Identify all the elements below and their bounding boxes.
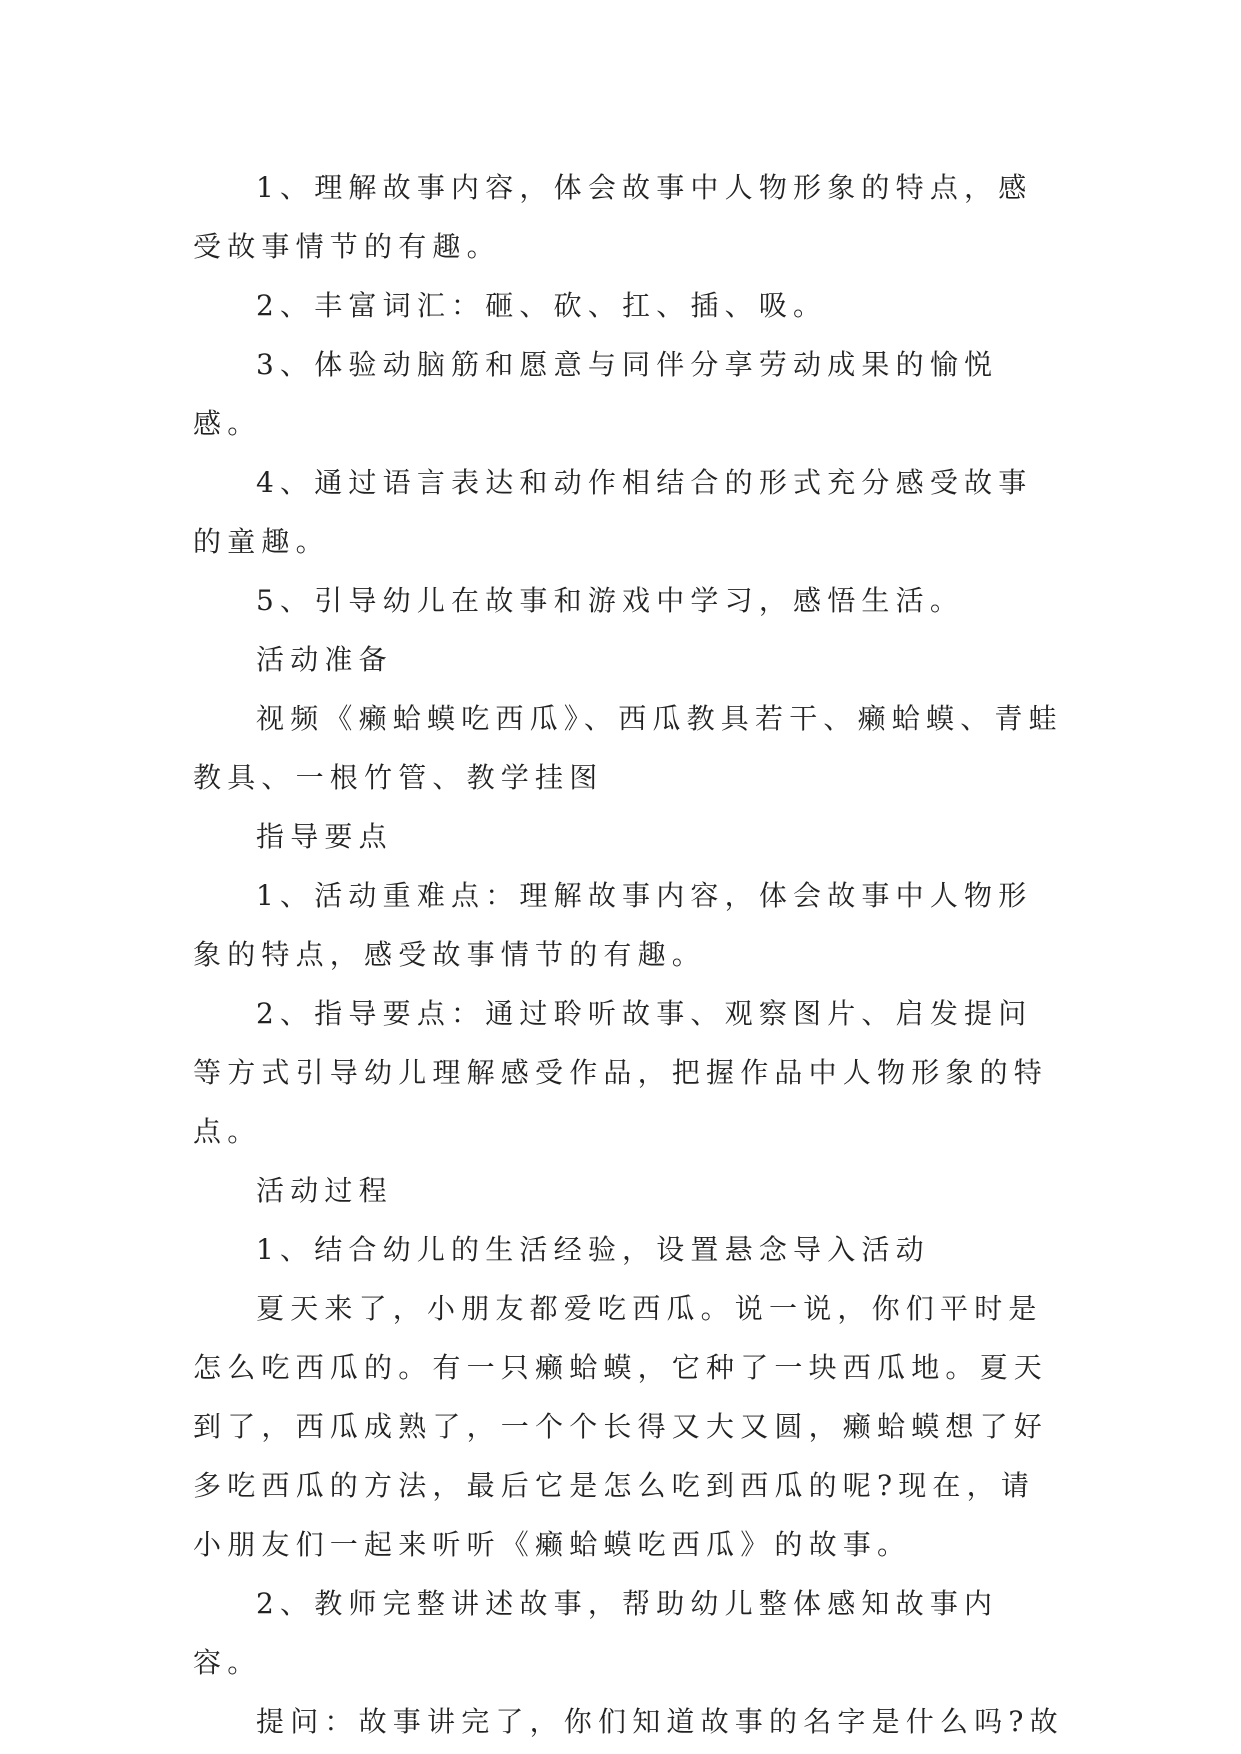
objective-3-paragraph: 3、体验动脑筋和愿意与同伴分享劳动成果的愉悦感。 xyxy=(193,348,999,440)
objective-5-paragraph: 5、引导幼儿在故事和游戏中学习，感悟生活。 xyxy=(256,584,965,617)
guidance-2-paragraph: 2、指导要点：通过聆听故事、观察图片、启发提问等方式引导幼儿理解感受作品，把握作品中人物形象的特点。 xyxy=(193,997,1049,1148)
process-step-2-paragraph: 2、教师完整讲述故事，帮助幼儿整体感知故事内容。 xyxy=(193,1587,999,1679)
question-paragraph: 提问：故事讲完了，你们知道故事的名字是什么吗?故 xyxy=(256,1705,1064,1738)
objective-4-paragraph: 4、通过语言表达和动作相结合的形式充分感受故事的童趣。 xyxy=(193,466,1033,558)
guidance-1-paragraph: 1、活动重难点：理解故事内容，体会故事中人物形象的特点，感受故事情节的有趣。 xyxy=(193,879,1033,971)
objective-2-paragraph: 2、丰富词汇：砸、砍、扛、插、吸。 xyxy=(256,289,828,322)
story-intro-paragraph: 夏天来了，小朋友都爱吃西瓜。说一说，你们平时是怎么吃西瓜的。有一只癞蛤蟆，它种了一块西瓜地。夏天到了，西瓜成熟了，一个个长得又大又圆，癞蛤蟆想了好多吃西瓜的方法，最后它是怎么吃到西瓜的呢?现在，请小朋友们一起来听听《癞蛤蟆吃西瓜》的故事。 xyxy=(193,1292,1049,1561)
section-heading-process: 活动过程 xyxy=(256,1174,393,1207)
objective-1-paragraph: 1、理解故事内容，体会故事中人物形象的特点，感受故事情节的有趣。 xyxy=(193,171,1033,263)
section-heading-preparation: 活动准备 xyxy=(256,643,393,676)
preparation-paragraph: 视频《癞蛤蟆吃西瓜》、西瓜教具若干、癞蛤蟆、青蛙教具、一根竹管、教学挂图 xyxy=(193,702,1063,794)
document-body xyxy=(193,158,1065,1751)
section-heading-guidance: 指导要点 xyxy=(256,820,393,853)
process-step-1-paragraph: 1、结合幼儿的生活经验，设置悬念导入活动 xyxy=(256,1233,930,1266)
